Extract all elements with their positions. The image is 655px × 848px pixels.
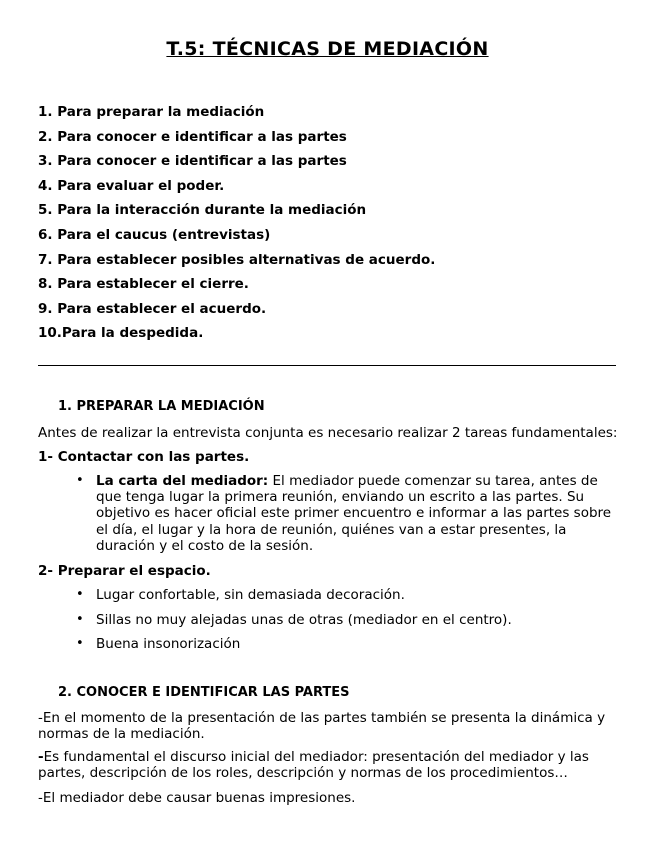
paragraph xyxy=(38,749,618,781)
bullet-item: Sillas no muy alejadas unas de otras (mediador en el centro). xyxy=(96,612,512,628)
bullet-icon: • xyxy=(76,636,84,651)
bullet-icon: • xyxy=(76,473,84,488)
toc-item: 5. Para la interacción durante la mediación xyxy=(38,202,367,219)
toc-item: 4. Para evaluar el poder. xyxy=(38,177,225,194)
toc-item: 1. Para preparar la mediación xyxy=(38,104,265,120)
section-intro: Antes de realizar la entrevista conjunta es necesario realizar 2 tareas fundamentales: xyxy=(38,425,618,441)
toc-item: 6. Para el caucus (entrevistas) xyxy=(38,226,271,243)
paragraph-dash: - xyxy=(38,749,44,765)
table-of-contents xyxy=(38,100,435,346)
toc-item: 2. Para conocer e identificar a las partes xyxy=(38,128,347,145)
bullet-text: El mediador puede comenzar su tarea, antes de que tenga lugar la primera reunión, enviando un escrito a las partes. Su objetivo es hacer oficial este primer encuentro e informar a las partes sobre el día, el lugar y la hora de reunión, quiénes van a estar presentes, la duración y el costo de la sesión. xyxy=(96,473,612,554)
paragraph-text: Es fundamental el discurso inicial del mediador: presentación del mediador y las partes, descripción de los roles, descripción y normas de los procedimientos… xyxy=(38,749,589,781)
bullet-carta-mediador xyxy=(96,473,616,554)
subheading-preparar-espacio: 2- Preparar el espacio. xyxy=(38,563,211,579)
horizontal-divider xyxy=(38,365,616,366)
bullet-item: Lugar confortable, sin demasiada decoración. xyxy=(96,587,405,603)
toc-item: 7. Para establecer posibles alternativas de acuerdo. xyxy=(38,251,436,268)
page-title: T.5: TÉCNICAS DE MEDIACIÓN xyxy=(166,38,489,60)
section-heading-preparar: 1. PREPARAR LA MEDIACIÓN xyxy=(58,399,265,414)
subheading-contactar: 1- Contactar con las partes. xyxy=(38,449,250,465)
toc-item: 8. Para establecer el cierre. xyxy=(38,276,249,293)
toc-item: 3. Para conocer e identificar a las partes xyxy=(38,153,347,170)
bullet-icon: • xyxy=(76,612,84,627)
toc-item: 10.Para la despedida. xyxy=(38,325,204,342)
paragraph: -En el momento de la presentación de las partes también se presenta la dinámica y normas de la mediación. xyxy=(38,710,606,742)
section-heading-conocer: 2. CONOCER E IDENTIFICAR LAS PARTES xyxy=(58,685,350,700)
toc-item: 9. Para establecer el acuerdo. xyxy=(38,300,267,317)
paragraph: -El mediador debe causar buenas impresiones. xyxy=(38,790,356,806)
bullet-label: La carta del mediador: xyxy=(96,473,269,489)
bullet-item: Buena insonorización xyxy=(96,636,241,652)
bullet-icon: • xyxy=(76,587,84,602)
